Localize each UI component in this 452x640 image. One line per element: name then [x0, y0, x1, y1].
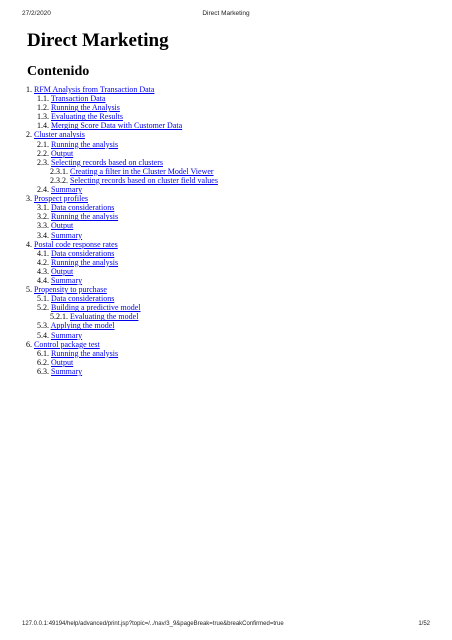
- toc-number: 1.1.: [37, 94, 49, 104]
- toc-link[interactable]: Applying the model: [50, 321, 115, 331]
- toc-link[interactable]: Evaluating the Results: [51, 112, 123, 122]
- toc-link[interactable]: Summary: [51, 275, 83, 285]
- toc-item: [0, 185, 452, 194]
- toc-item: [0, 349, 452, 358]
- toc-number: 6.: [26, 339, 32, 349]
- toc-number: 6.2.: [37, 357, 49, 367]
- toc-item: [0, 240, 452, 249]
- toc-item: [0, 121, 452, 130]
- toc-number: 6.3.: [37, 366, 49, 376]
- toc-item: [0, 212, 452, 221]
- toc-link[interactable]: Transaction Data: [50, 94, 106, 104]
- toc-number: 5.: [26, 285, 32, 295]
- toc-item: [0, 94, 452, 103]
- toc-number: 4.3.: [37, 266, 49, 276]
- toc-link[interactable]: Postal code response rates: [34, 239, 118, 249]
- toc-link[interactable]: Running the analysis: [51, 348, 119, 358]
- toc-number: 4.: [26, 239, 32, 249]
- toc-number: 3.: [26, 194, 32, 204]
- toc-link[interactable]: Control package test: [34, 339, 100, 349]
- toc-item: [0, 221, 452, 230]
- toc-item: [0, 231, 452, 240]
- toc-item: [0, 340, 452, 349]
- toc-item: [0, 203, 452, 212]
- toc-item: [0, 167, 452, 176]
- toc-link[interactable]: Selecting records based on clusters: [51, 157, 163, 167]
- toc-number: 2.4.: [37, 185, 49, 195]
- toc-item: [0, 358, 452, 367]
- toc-link[interactable]: Merging Score Data with Customer Data: [51, 121, 183, 131]
- toc-item: [0, 294, 452, 303]
- toc-link[interactable]: Running the analysis: [51, 139, 119, 149]
- toc-number: 4.2.: [37, 257, 49, 267]
- section-title: Contenido: [27, 64, 90, 79]
- toc-link[interactable]: Output: [51, 148, 74, 158]
- toc-link[interactable]: Data considerations: [51, 203, 115, 213]
- toc-number: 6.1.: [37, 348, 49, 358]
- toc-number: 5.2.: [37, 303, 49, 313]
- toc-item: [0, 367, 452, 376]
- page-number: 1/52: [418, 621, 430, 627]
- toc-number: 3.1.: [37, 203, 49, 213]
- toc-number: 3.3.: [37, 221, 49, 231]
- toc-number: 2.1.: [37, 139, 49, 149]
- toc-item: [0, 249, 452, 258]
- toc-link[interactable]: Selecting records based on cluster field values: [70, 175, 218, 185]
- toc-link[interactable]: Running the analysis: [51, 212, 119, 222]
- toc-item: [0, 112, 452, 121]
- toc-number: 3.4.: [37, 230, 49, 240]
- toc-number: 5.3.: [37, 321, 49, 331]
- toc-number: 1.: [26, 85, 32, 94]
- toc-item: [0, 176, 452, 185]
- toc-item: [0, 85, 452, 94]
- toc-item: [0, 331, 452, 340]
- toc-link[interactable]: Evaluating the model: [70, 312, 139, 322]
- toc-link[interactable]: Output: [51, 357, 74, 367]
- toc-link[interactable]: Creating a filter in the Cluster Model Viewer: [70, 166, 214, 176]
- toc-number: 2.: [26, 130, 32, 140]
- toc-number: 1.2.: [37, 103, 49, 113]
- toc-link[interactable]: RFM Analysis from Transaction Data: [34, 85, 155, 94]
- toc-item: [0, 321, 452, 330]
- page-title: Direct Marketing: [27, 30, 169, 51]
- toc-number: 3.2.: [37, 212, 49, 222]
- print-date: 27/2/2020: [22, 10, 51, 17]
- toc-link[interactable]: Data considerations: [51, 294, 115, 304]
- toc-link[interactable]: Propensity to purchase: [34, 285, 107, 295]
- toc-number: 5.2.1.: [50, 312, 68, 322]
- print-title: Direct Marketing: [202, 10, 250, 17]
- toc-link[interactable]: Output: [51, 266, 74, 276]
- toc-item: [0, 285, 452, 294]
- toc-item: [0, 158, 452, 167]
- toc-item: [0, 194, 452, 203]
- print-url: 127.0.0.1:49194/help/advanced/print.jsp?topic=/../nav/3_9&pageBreak=true&breakConfirmed=true: [22, 621, 284, 627]
- toc-link[interactable]: Summary: [51, 366, 83, 376]
- toc-item: [0, 140, 452, 149]
- toc-link[interactable]: Running the analysis: [51, 257, 119, 267]
- toc-link[interactable]: Summary: [51, 330, 83, 340]
- toc-number: 4.1.: [37, 248, 49, 258]
- toc-link[interactable]: Building a predictive model: [51, 303, 141, 313]
- toc-number: 2.3.2.: [50, 175, 68, 185]
- toc-link[interactable]: Output: [51, 221, 74, 231]
- toc-number: 5.4.: [37, 330, 49, 340]
- toc-link[interactable]: Prospect profiles: [34, 194, 88, 204]
- toc-link[interactable]: Summary: [51, 230, 83, 240]
- toc-item: [0, 130, 452, 139]
- toc-link[interactable]: Summary: [51, 185, 83, 195]
- toc-item: [0, 303, 452, 312]
- toc-item: [0, 312, 452, 321]
- toc-number: 1.3.: [37, 112, 49, 122]
- toc-link[interactable]: Running the Analysis: [51, 103, 120, 113]
- toc-number: 2.2.: [37, 148, 49, 158]
- toc-number: 2.3.1.: [50, 166, 68, 176]
- toc-link[interactable]: Data considerations: [51, 248, 115, 258]
- toc-number: 1.4.: [37, 121, 49, 131]
- toc-item: [0, 276, 452, 285]
- toc-item: [0, 258, 452, 267]
- table-of-contents: [0, 85, 452, 376]
- toc-number: 4.4.: [37, 275, 49, 285]
- toc-number: 2.3.: [37, 157, 49, 167]
- toc-item: [0, 267, 452, 276]
- toc-number: 5.1.: [37, 294, 49, 304]
- toc-item: [0, 149, 452, 158]
- toc-link[interactable]: Cluster analysis: [34, 130, 85, 140]
- toc-item: [0, 103, 452, 112]
